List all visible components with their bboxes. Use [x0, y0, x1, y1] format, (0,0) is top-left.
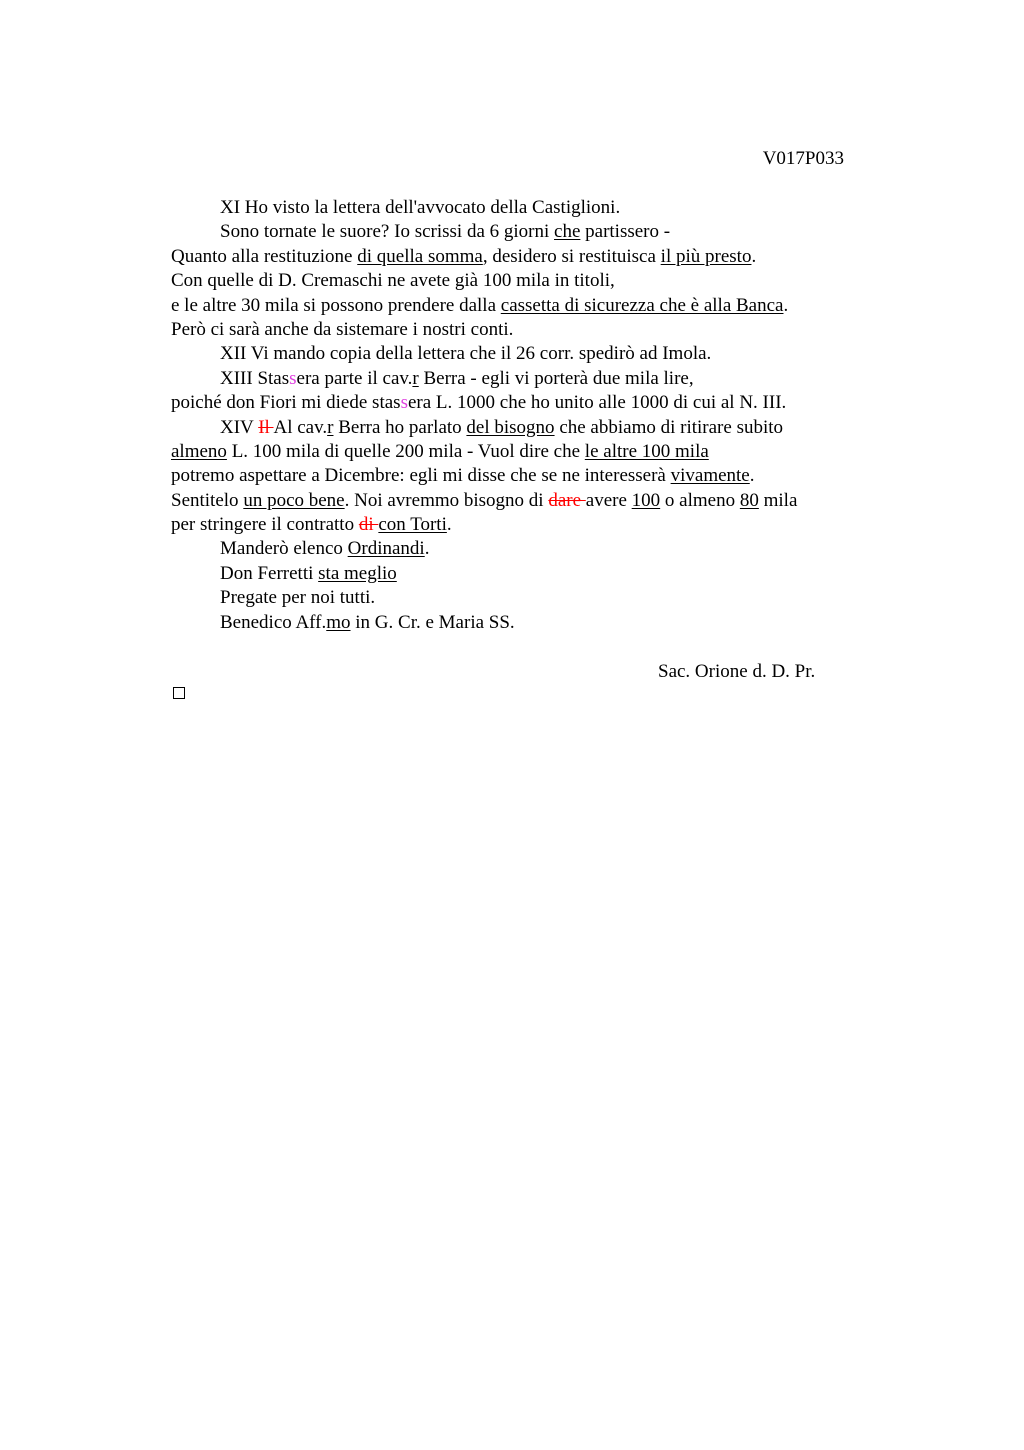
text-line: [171, 391, 871, 415]
underlined-text: il più presto: [660, 245, 752, 267]
text-segment: Al cav.: [273, 416, 328, 438]
text-segment: Con quelle di D. Cremaschi ne avete già 100 mila in titoli,: [171, 270, 615, 292]
underlined-text: 100: [631, 489, 661, 511]
text-line: [171, 294, 871, 318]
text-line: [171, 318, 871, 342]
text-segment: Pregate per noi tutti.: [220, 587, 376, 609]
text-line: [171, 489, 871, 513]
deleted-text: di: [358, 514, 379, 536]
letter-body: [171, 196, 871, 635]
text-segment: Quanto alla restituzione: [171, 245, 358, 267]
underlined-text: con Torti: [378, 514, 447, 536]
underlined-text: le altre 100 mila: [584, 440, 709, 462]
inserted-letter: s: [289, 367, 297, 389]
text-segment: L. 100 mila di quelle 200 mila - Vuol dire che: [226, 440, 585, 462]
text-line: [171, 416, 871, 440]
underlined-text: r: [412, 367, 419, 389]
deleted-text: dare: [548, 489, 586, 511]
underlined-text: che: [554, 221, 581, 243]
text-line: [171, 586, 871, 610]
text-line: [171, 342, 871, 366]
text-segment: in G. Cr. e Maria SS.: [350, 611, 515, 633]
underlined-text: un poco bene: [243, 489, 345, 511]
deleted-text: Il: [258, 416, 274, 438]
text-line: [171, 513, 871, 537]
text-line: [171, 269, 871, 293]
text-segment: mila: [758, 489, 798, 511]
inserted-letter: s: [400, 392, 408, 414]
underlined-text: almeno: [171, 440, 227, 462]
text-segment: .: [751, 245, 757, 267]
text-segment: Don Ferretti: [220, 562, 319, 584]
text-segment: XI Ho visto la lettera dell'avvocato della Castiglioni.: [220, 197, 621, 218]
text-segment: XIII Stas: [220, 367, 290, 389]
text-line: [171, 464, 871, 488]
text-segment: .: [783, 294, 789, 316]
underlined-text: r: [327, 416, 334, 438]
text-segment: Sentitelo: [171, 489, 244, 511]
underlined-text: Ordinandi: [347, 538, 425, 560]
text-segment: Manderò elenco: [220, 538, 348, 560]
text-segment: XII Vi mando copia della lettera che il 26 corr. spedirò ad Imola.: [220, 343, 712, 365]
text-segment: . Noi avremmo bisogno di: [344, 489, 549, 511]
text-segment: .: [424, 538, 430, 560]
underlined-text: 80: [739, 489, 759, 511]
text-segment: potremo aspettare a Dicembre: egli mi disse che se ne interesserà: [171, 465, 671, 487]
underlined-text: di quella somma: [357, 245, 483, 267]
text-segment: per stringere il contratto: [171, 514, 359, 536]
text-segment: o almeno: [660, 489, 740, 511]
text-segment: poiché don Fiori mi diede stas: [171, 392, 401, 414]
signature: Sac. Orione d. D. Pr.: [658, 661, 816, 682]
text-segment: .: [749, 465, 755, 487]
text-line: [171, 245, 871, 269]
end-of-document-box: [173, 687, 185, 699]
text-segment: avere: [585, 489, 632, 511]
text-segment: .: [446, 514, 452, 536]
text-line: [171, 537, 871, 561]
document-id: V017P033: [762, 148, 844, 169]
text-segment: XIV: [220, 416, 259, 438]
text-segment: partissero -: [580, 221, 671, 243]
text-line: [171, 562, 871, 586]
text-segment: Berra - egli vi porterà due mila lire,: [418, 367, 694, 389]
text-line: [171, 611, 871, 635]
underlined-text: del bisogno: [466, 416, 555, 438]
text-segment: era parte il cav.: [296, 367, 413, 389]
text-segment: Sono tornate le suore? Io scrissi da 6 giorni: [220, 221, 555, 243]
text-segment: e le altre 30 mila si possono prendere dalla: [171, 294, 501, 316]
text-segment: Berra ho parlato: [333, 416, 467, 438]
text-line: [171, 367, 871, 391]
underlined-text: sta meglio: [318, 562, 397, 584]
underlined-text: cassetta di sicurezza che è alla Banca: [500, 294, 784, 316]
text-segment: che abbiamo di ritirare subito: [554, 416, 784, 438]
underlined-text: mo: [326, 611, 351, 633]
text-segment: era L. 1000 che ho unito alle 1000 di cui al N. III.: [407, 392, 787, 414]
text-segment: , desidero si restituisca: [482, 245, 661, 267]
text-segment: Benedico Aff.: [220, 611, 327, 633]
underlined-text: vivamente: [670, 465, 750, 487]
text-line: [171, 220, 871, 244]
text-line: [171, 440, 871, 464]
text-segment: Però ci sarà anche da sistemare i nostri conti.: [171, 318, 514, 340]
text-line: [171, 196, 871, 220]
